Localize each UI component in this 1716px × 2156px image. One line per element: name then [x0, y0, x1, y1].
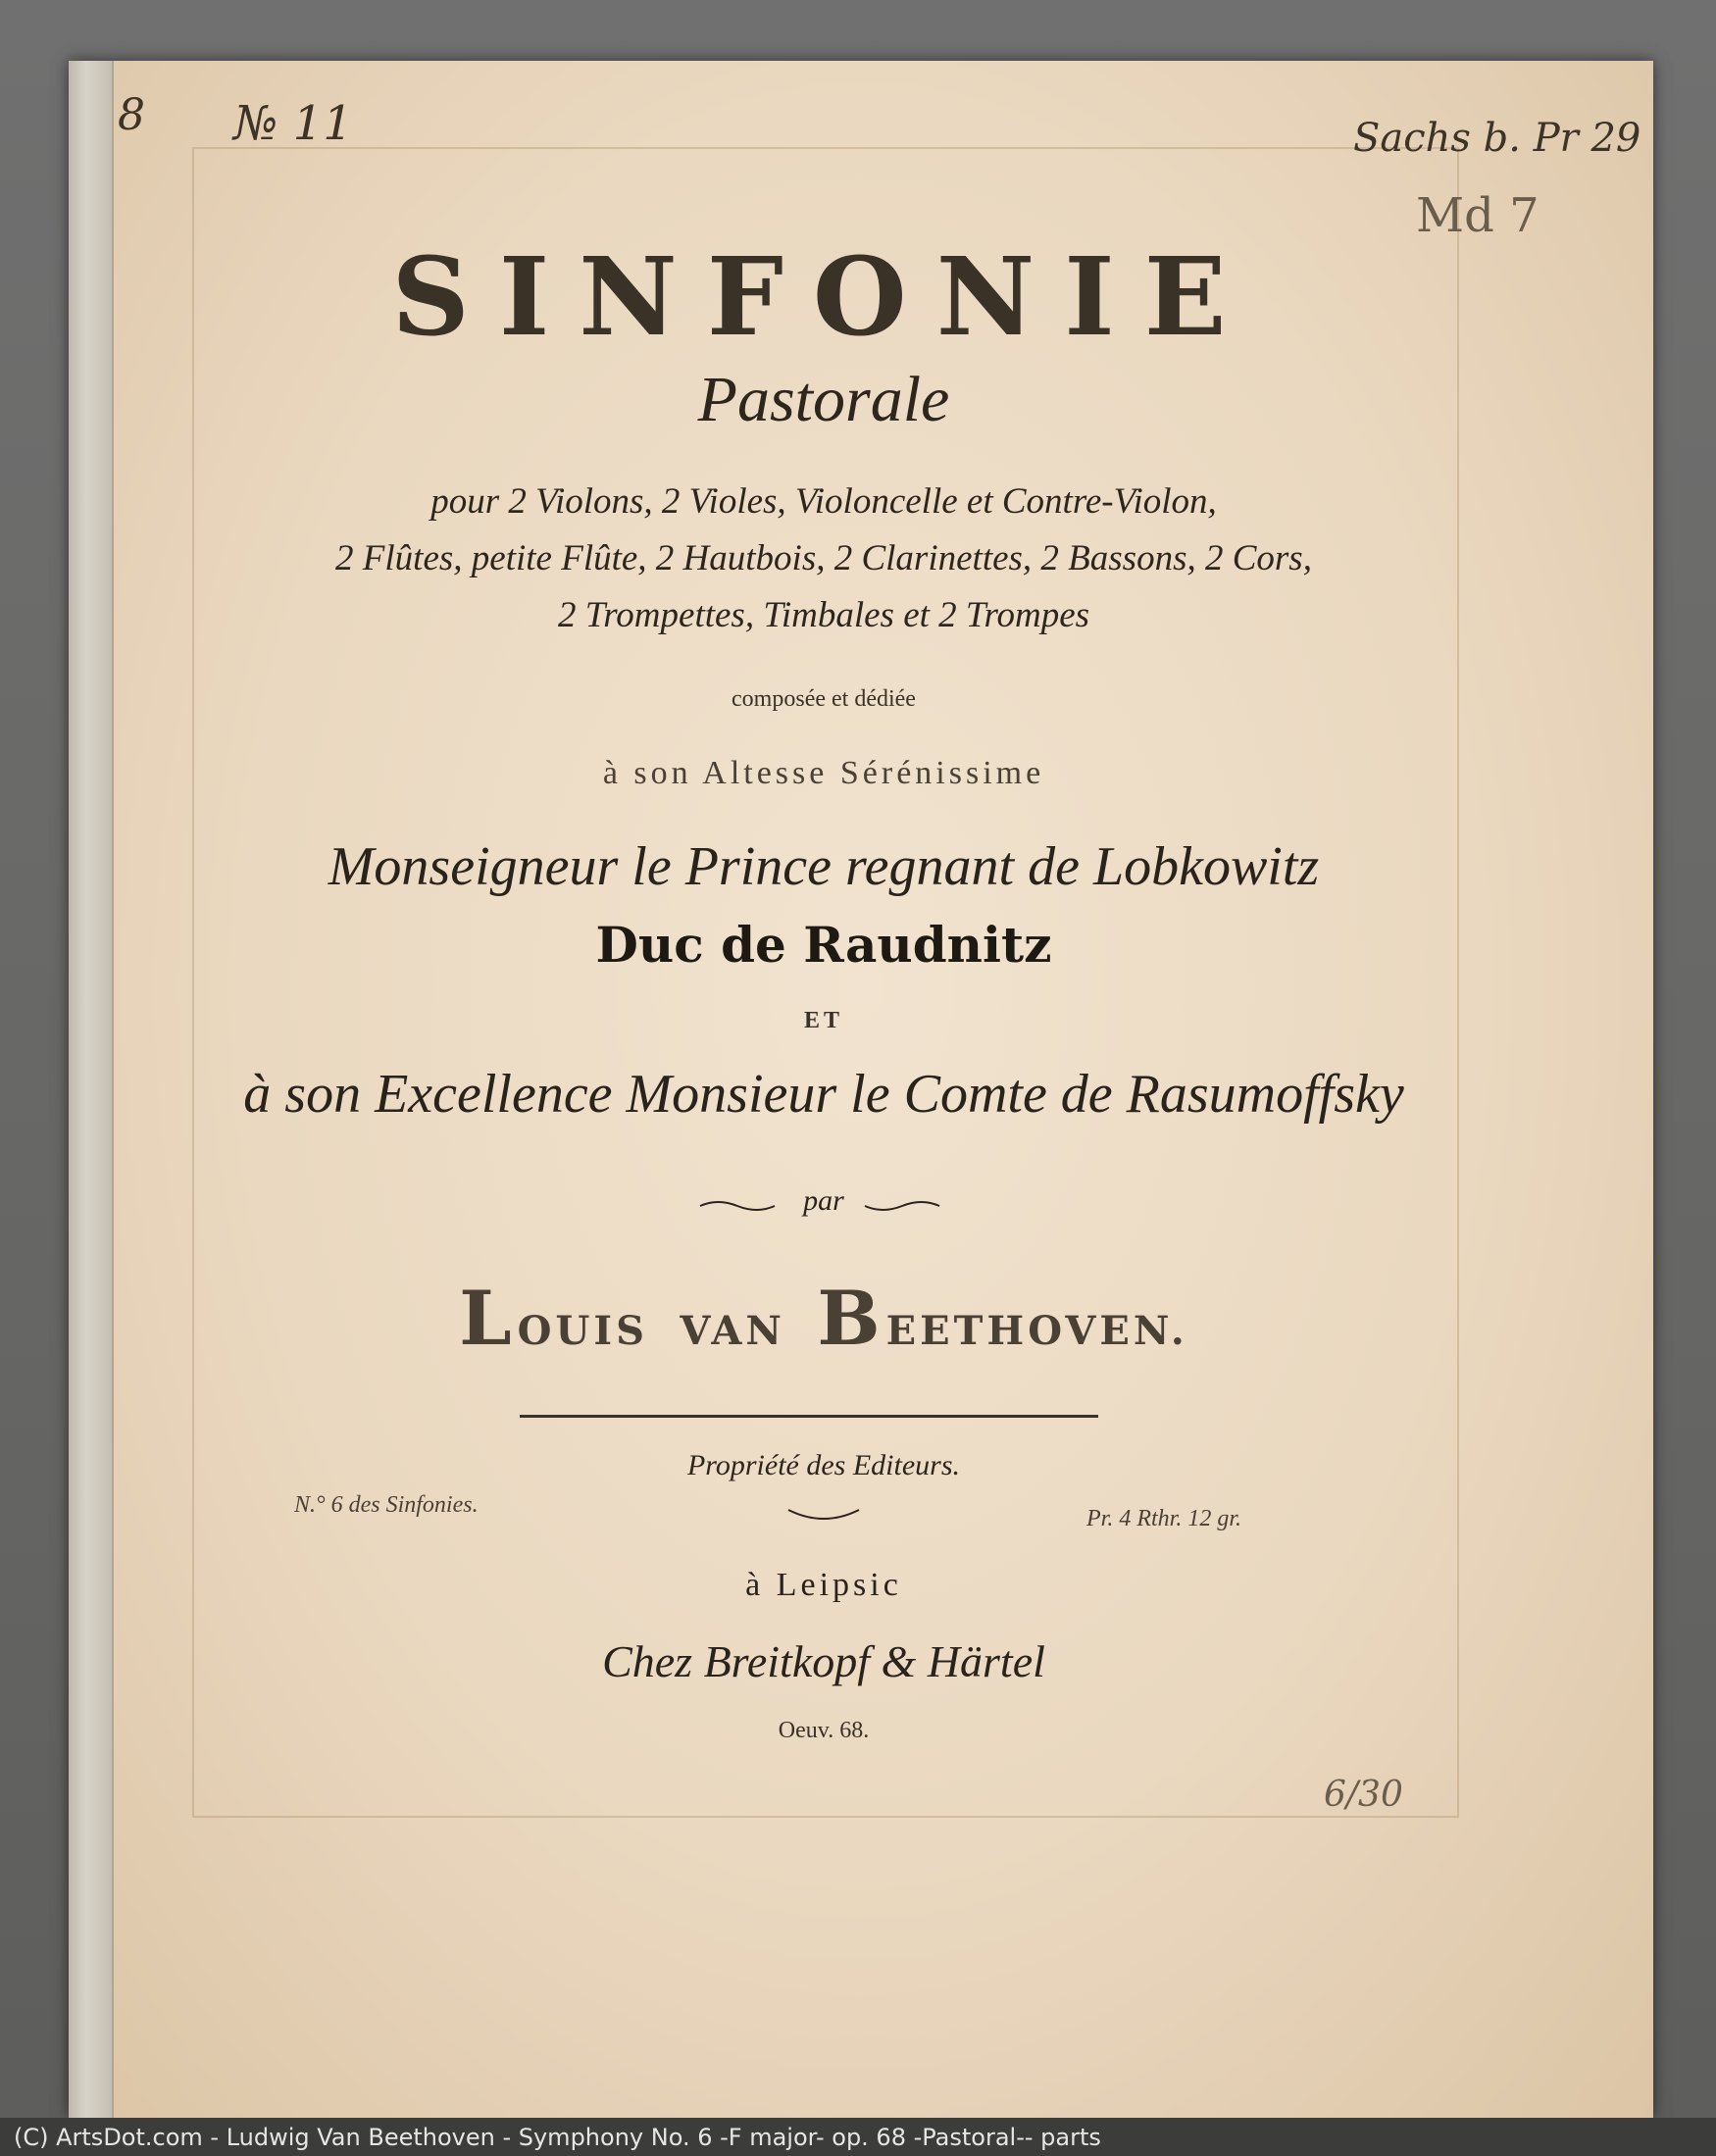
publisher-city: à Leipsic — [745, 1567, 902, 1603]
dedication-comte: à son Excellence Monsieur le Comte de Rasumoffsky — [243, 1064, 1404, 1125]
publisher-property: Propriété des Editeurs. — [686, 1449, 960, 1481]
handwritten-bottom-note: 6/30 — [1324, 1775, 1403, 1815]
instrumentation-line-3: 2 Trompettes, Timbales et 2 Trompes — [557, 595, 1090, 635]
page-subtitle: Pastorale — [697, 364, 950, 435]
divider-rule — [520, 1415, 1098, 1418]
flourish-right — [863, 1196, 941, 1216]
price: Pr. 4 Rthr. 12 gr. — [1086, 1506, 1242, 1531]
composer-last-rest: EETHOVEN. — [885, 1308, 1188, 1354]
flourish-center — [784, 1504, 863, 1528]
handwritten-side-mark: 8 — [118, 90, 145, 140]
by-label: par — [803, 1184, 844, 1217]
binding-spine — [69, 61, 114, 2118]
footer-credit: (C) ArtsDot.com - Ludwig Van Beethoven - Symphony No. 6 -F major- op. 68 -Pastoral-- parts — [14, 2124, 1101, 2151]
composer-first-rest: OUIS — [517, 1308, 648, 1354]
composed-dedicated: composée et dédiée — [732, 686, 916, 712]
instrumentation-line-1: pour 2 Violons, 2 Violes, Violoncelle et Contre-Violon, — [430, 481, 1217, 522]
instrumentation-line-2: 2 Flûtes, petite Flûte, 2 Hautbois, 2 Clarinettes, 2 Bassons, 2 Cors, — [335, 538, 1312, 578]
dedication-prince: Monseigneur le Prince regnant de Lobkowitz — [328, 836, 1320, 897]
composer-name — [192, 1275, 1455, 1362]
series-number: N.° 6 des Sinfonies. — [294, 1492, 479, 1518]
handwritten-number-mark: № 11 — [233, 96, 353, 151]
composer-first-initial: L — [459, 1275, 518, 1362]
composer-van: VAN — [680, 1308, 785, 1354]
composer-last-initial: B — [817, 1275, 886, 1362]
opus-number: Oeuv. 68. — [778, 1718, 870, 1743]
publisher-firm: Chez Breitkopf & Härtel — [602, 1636, 1045, 1686]
page-title: SINFONIE — [391, 233, 1256, 360]
dedication-duc: Duc de Raudnitz — [595, 916, 1052, 974]
dedication-et: ET — [803, 1008, 843, 1033]
handwritten-shelf-mark: Md 7 — [1416, 188, 1539, 243]
handwritten-top-right-note: Sachs b. Pr 29 — [1353, 116, 1641, 161]
dedication-altesse: à son Altesse Sérénissime — [602, 755, 1045, 791]
